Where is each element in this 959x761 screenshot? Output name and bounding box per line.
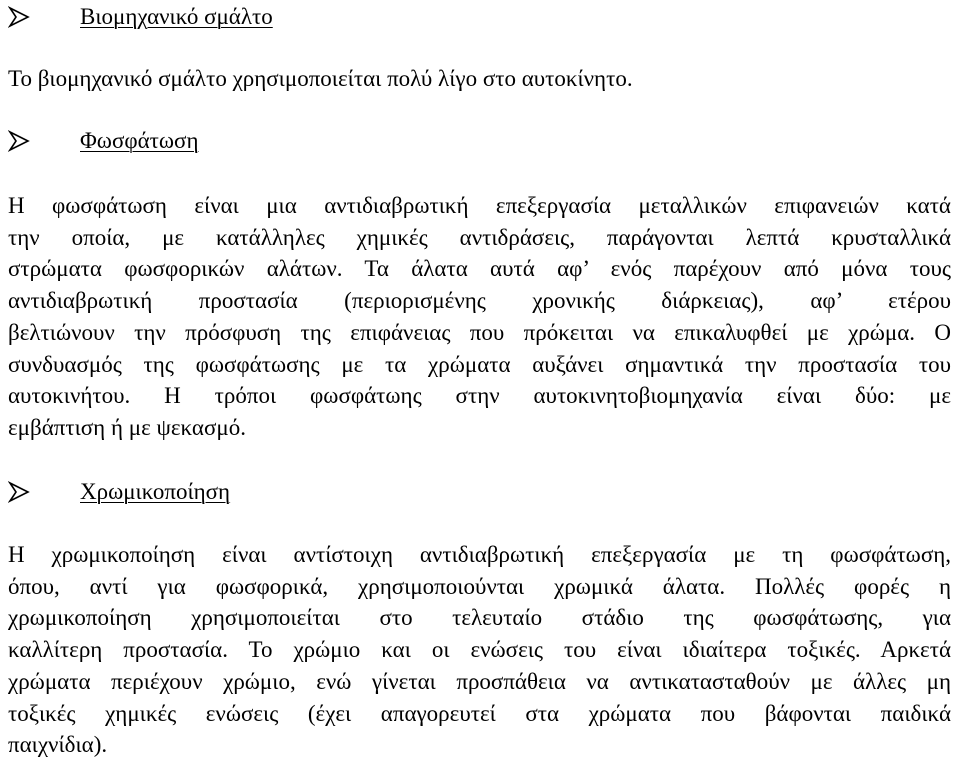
paragraph-line: εμβάπτιση ή με ψεκασμό. <box>8 414 246 440</box>
section-title: Χρωμικοποίηση <box>80 479 231 504</box>
paragraph-line: Η φωσφάτωση είναι μια αντιδιαβρωτική επεξεργασία μεταλλικών επιφανειών κατά <box>8 193 951 218</box>
paragraph-line: χρώματα περιέχουν χρώμιο, ενώ γίνεται προσπάθεια να αντικατασταθούν με άλλες μη <box>8 668 951 694</box>
section-paragraph <box>8 190 951 444</box>
section-paragraph <box>8 539 951 761</box>
section-title: Φωσφάτωση <box>80 128 199 153</box>
section-title: Βιομηχανικό σμάλτο <box>80 4 273 29</box>
paragraph-line: στρώματα φωσφορικών αλάτων. Τα άλατα αυτά αφ’ ενός παρέχουν από μόνα τους <box>8 256 951 282</box>
arrowhead-bullet-icon <box>8 130 30 152</box>
section-paragraph <box>8 63 951 95</box>
paragraph-line: καλλίτερη προστασία. Το χρώμιο και οι ενώσεις του είναι ιδιαίτερα τοξικές. Αρκετά <box>8 637 951 663</box>
paragraph-line: όπου, αντί για φωσφορικά, χρησιμοποιούνται χρωμικά άλατα. Πολλές φορές η <box>8 573 951 599</box>
arrowhead-bullet-icon <box>8 6 30 28</box>
paragraph-line: βελτιώνουν την πρόσφυση της επιφάνειας που πρόκειται να επικαλυφθεί με χρώμα. Ο <box>8 319 951 345</box>
paragraph-line: τοξικές χημικές ενώσεις (έχει απαγορευτεί στα χρώματα που βάφονται παιδικά <box>8 700 951 726</box>
paragraph-line: χρωμικοποίηση χρησιμοποιείται στο τελευταίο στάδιο της φωσφάτωσης, για <box>8 605 951 631</box>
paragraph-line: την οποία, με κατάλληλες χημικές αντιδράσεις, παράγονται λεπτά κρυσταλλικά <box>8 224 951 250</box>
section-heading-industrial-enamel <box>8 2 273 32</box>
paragraph-line: αυτοκινήτου. Η τρόποι φωσφάτωης στην αυτοκινητοβιομηχανία είναι δύο: με <box>8 383 951 409</box>
paragraph-line: συνδυασμός της φωσφάτωσης με τα χρώματα αυξάνει σημαντικά την προστασία του <box>8 351 951 377</box>
section-heading-chromating <box>8 477 230 507</box>
arrowhead-bullet-icon <box>8 481 30 503</box>
section-heading-phosphating <box>8 126 198 156</box>
paragraph-line: αντιδιαβρωτική προστασία (περιορισμένης χρονικής διάρκειας), αφ’ ετέρου <box>8 288 951 314</box>
paragraph-line: Το βιομηχανικό σμάλτο χρησιμοποιείται πολύ λίγο στο αυτοκίνητο. <box>8 66 633 91</box>
paragraph-line: παιχνίδια). <box>8 732 108 758</box>
paragraph-line: Η χρωμικοποίηση είναι αντίστοιχη αντιδιαβρωτική επεξεργασία με τη φωσφάτωση, <box>8 542 951 567</box>
